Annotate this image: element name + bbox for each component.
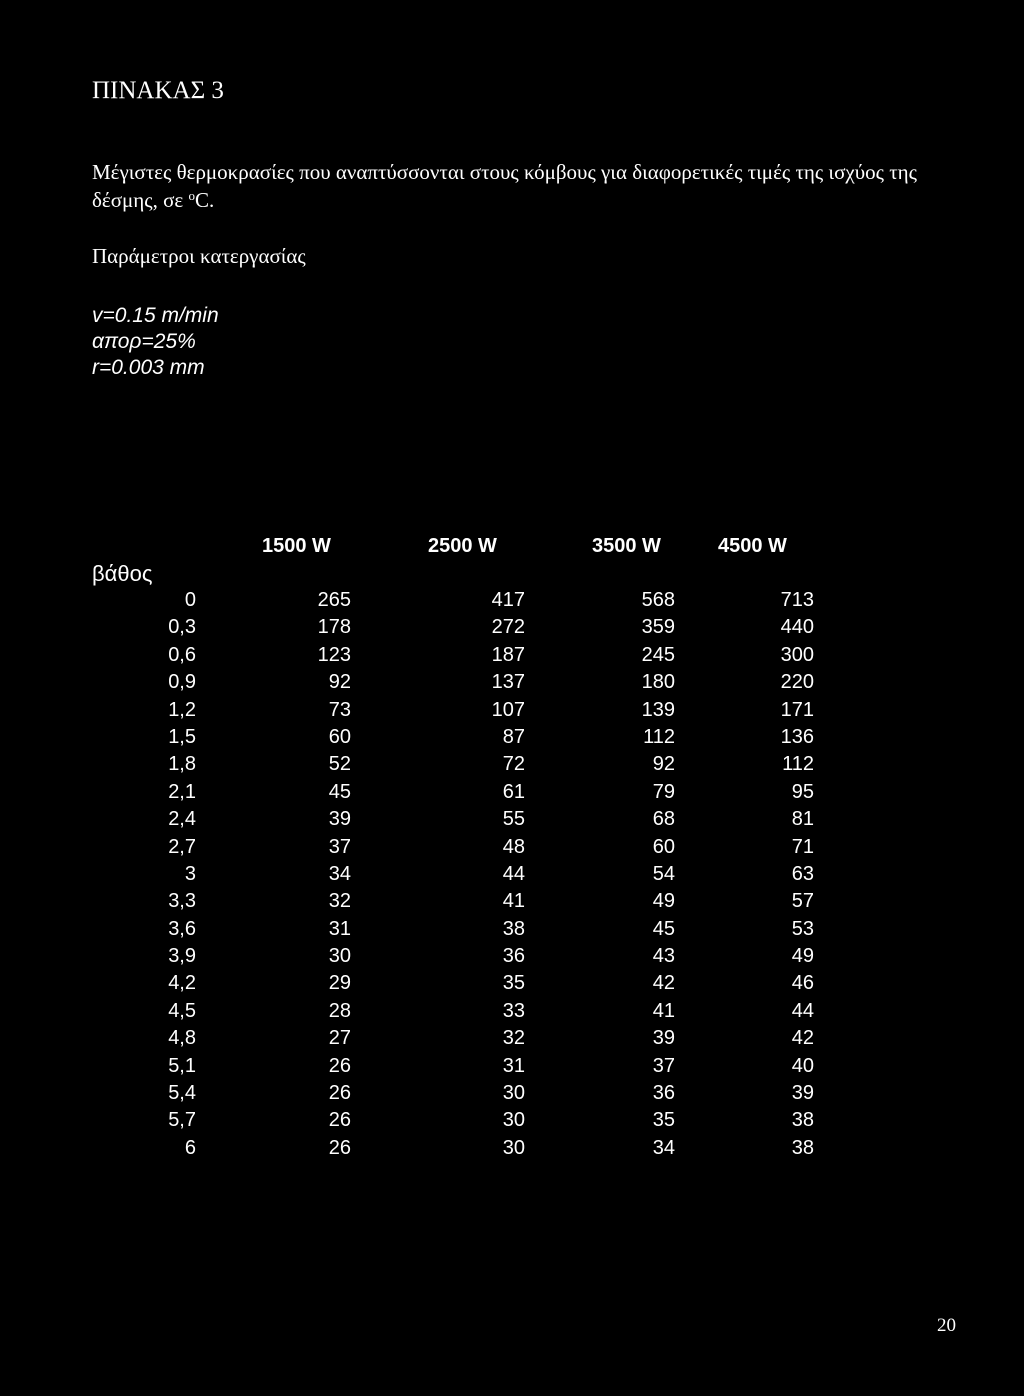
table-row [0, 751, 1024, 778]
temp-cell-2500w: 30 [502, 1109, 525, 1132]
page-number: 20 [937, 1315, 956, 1336]
temp-cell-1500w: 27 [328, 1027, 351, 1050]
temp-cell-4500w: 136 [780, 725, 814, 748]
depth-cell: 5,1 [168, 1054, 196, 1077]
table-row [0, 888, 1024, 915]
table-row [0, 724, 1024, 751]
temp-cell-4500w: 220 [780, 671, 814, 694]
temp-cell-1500w: 28 [328, 999, 351, 1022]
temp-cell-2500w: 30 [502, 1082, 525, 1105]
caption-unit: C. [194, 188, 215, 212]
temp-cell-4500w: 42 [791, 1027, 814, 1050]
table-row [0, 587, 1024, 614]
table-row [0, 614, 1024, 641]
temp-cell-3500w: 39 [652, 1027, 675, 1050]
depth-cell: 5,7 [168, 1109, 196, 1132]
table-row [0, 916, 1024, 943]
temp-cell-4500w: 49 [791, 945, 814, 968]
table-row [0, 943, 1024, 970]
temp-cell-1500w: 29 [328, 972, 351, 995]
depth-cell: 2,4 [168, 808, 196, 831]
temp-cell-1500w: 30 [328, 945, 351, 968]
temp-cell-4500w: 57 [791, 890, 814, 913]
depth-cell: 1,8 [168, 753, 196, 776]
depth-column-label: βάθος [92, 561, 153, 586]
table-row [0, 861, 1024, 888]
table-caption [92, 158, 952, 214]
temp-cell-1500w: 39 [328, 808, 351, 831]
table-row [0, 669, 1024, 696]
depth-cell: 0,9 [168, 671, 196, 694]
temp-cell-4500w: 40 [791, 1054, 814, 1077]
column-header-1500w: 1500 W [262, 535, 331, 557]
temp-cell-2500w: 30 [502, 1136, 525, 1159]
temp-cell-3500w: 60 [652, 835, 675, 858]
temp-cell-4500w: 44 [791, 999, 814, 1022]
temp-cell-4500w: 95 [791, 780, 814, 803]
temp-cell-2500w: 137 [491, 671, 525, 694]
table-row [0, 1135, 1024, 1162]
column-header-2500w: 2500 W [428, 535, 497, 557]
depth-cell: 0 [184, 589, 196, 611]
temp-cell-2500w: 417 [491, 589, 525, 611]
temp-cell-1500w: 31 [328, 917, 351, 940]
table-row [0, 1025, 1024, 1052]
temp-cell-1500w: 52 [328, 753, 351, 776]
temp-cell-1500w: 26 [328, 1054, 351, 1077]
temp-cell-3500w: 79 [652, 780, 675, 803]
degree-symbol: o [188, 188, 195, 203]
depth-cell: 2,1 [168, 780, 196, 803]
temp-cell-2500w: 187 [491, 643, 525, 666]
temp-cell-4500w: 46 [791, 972, 814, 995]
depth-cell: 4,2 [168, 972, 196, 995]
temp-cell-4500w: 440 [780, 616, 814, 639]
table-row [0, 1080, 1024, 1107]
temp-cell-3500w: 68 [652, 808, 675, 831]
depth-cell: 0,6 [168, 643, 196, 666]
temp-cell-1500w: 26 [328, 1109, 351, 1132]
temp-cell-2500w: 107 [491, 698, 525, 721]
temp-cell-2500w: 61 [502, 780, 525, 803]
temp-cell-1500w: 123 [317, 643, 351, 666]
temp-cell-2500w: 33 [502, 999, 525, 1022]
temp-cell-1500w: 265 [317, 589, 351, 611]
temp-cell-3500w: 139 [641, 698, 675, 721]
temp-cell-1500w: 45 [328, 780, 351, 803]
temp-cell-3500w: 54 [652, 862, 675, 885]
temp-cell-1500w: 92 [328, 671, 351, 694]
depth-cell: 3 [184, 862, 196, 885]
depth-cell: 4,5 [168, 999, 196, 1022]
temp-cell-3500w: 35 [652, 1109, 675, 1132]
param-speed: v=0.15 m/min [92, 304, 219, 327]
temp-cell-3500w: 36 [652, 1082, 675, 1105]
temp-cell-2500w: 41 [502, 890, 525, 913]
depth-cell: 3,6 [168, 917, 196, 940]
temp-cell-1500w: 37 [328, 835, 351, 858]
temp-cell-3500w: 42 [652, 972, 675, 995]
temp-cell-1500w: 26 [328, 1082, 351, 1105]
temp-cell-4500w: 53 [791, 917, 814, 940]
temp-cell-2500w: 44 [502, 862, 525, 885]
temp-cell-3500w: 359 [641, 616, 675, 639]
temp-cell-4500w: 300 [780, 643, 814, 666]
temp-cell-3500w: 49 [652, 890, 675, 913]
depth-cell: 1,2 [168, 698, 196, 721]
temp-cell-4500w: 171 [780, 698, 814, 721]
temp-cell-4500w: 38 [791, 1109, 814, 1132]
temp-cell-3500w: 37 [652, 1054, 675, 1077]
temp-cell-4500w: 71 [791, 835, 814, 858]
temp-cell-3500w: 180 [641, 671, 675, 694]
table-row [0, 806, 1024, 833]
temp-cell-2500w: 35 [502, 972, 525, 995]
process-parameters-heading: Παράμετροι κατεργασίας [92, 244, 306, 268]
temp-cell-4500w: 39 [791, 1082, 814, 1105]
table-title: ΠΙΝΑΚΑΣ 3 [92, 77, 224, 104]
temp-cell-4500w: 713 [780, 589, 814, 611]
temp-cell-2500w: 38 [502, 917, 525, 940]
temperature-table-body [0, 587, 1024, 1162]
table-row [0, 834, 1024, 861]
temp-cell-4500w: 38 [791, 1136, 814, 1159]
temp-cell-3500w: 245 [641, 643, 675, 666]
temp-cell-1500w: 60 [328, 725, 351, 748]
param-radius: r=0.003 mm [92, 356, 205, 379]
caption-text: Μέγιστες θερμοκρασίες που αναπτύσσονται στους κόμβους για διαφορετικές τιμές της ισχύος της δέσμης, σε [92, 160, 917, 212]
temp-cell-2500w: 48 [502, 835, 525, 858]
temp-cell-4500w: 81 [791, 808, 814, 831]
table-row [0, 642, 1024, 669]
temp-cell-2500w: 36 [502, 945, 525, 968]
temp-cell-1500w: 73 [328, 698, 351, 721]
temp-cell-3500w: 568 [641, 589, 675, 611]
table-row [0, 779, 1024, 806]
table-row [0, 1107, 1024, 1134]
depth-cell: 2,7 [168, 835, 196, 858]
temp-cell-2500w: 272 [491, 616, 525, 639]
temp-cell-3500w: 92 [652, 753, 675, 776]
depth-cell: 5,4 [168, 1082, 196, 1105]
temp-cell-3500w: 34 [652, 1136, 675, 1159]
temp-cell-2500w: 31 [502, 1054, 525, 1077]
temp-cell-1500w: 178 [317, 616, 351, 639]
column-header-4500w: 4500 W [718, 535, 787, 557]
temp-cell-3500w: 112 [643, 725, 675, 748]
temp-cell-2500w: 32 [502, 1027, 525, 1050]
depth-cell: 3,3 [168, 890, 196, 913]
depth-cell: 4,8 [168, 1027, 196, 1050]
temp-cell-3500w: 41 [652, 999, 675, 1022]
process-parameters [92, 303, 219, 381]
temp-cell-1500w: 34 [328, 862, 351, 885]
temp-cell-1500w: 32 [328, 890, 351, 913]
column-header-3500w: 3500 W [592, 535, 661, 557]
temp-cell-3500w: 43 [652, 945, 675, 968]
table-row [0, 697, 1024, 724]
temp-cell-2500w: 87 [502, 725, 525, 748]
temp-cell-1500w: 26 [328, 1136, 351, 1159]
temp-cell-3500w: 45 [652, 917, 675, 940]
table-row [0, 998, 1024, 1025]
table-row [0, 1053, 1024, 1080]
temp-cell-2500w: 72 [502, 753, 525, 776]
table-row [0, 970, 1024, 997]
param-absorption: απορ=25% [92, 330, 196, 353]
temp-cell-4500w: 112 [782, 753, 814, 776]
depth-cell: 6 [184, 1136, 196, 1159]
temp-cell-2500w: 55 [502, 808, 525, 831]
depth-cell: 3,9 [168, 945, 196, 968]
temp-cell-4500w: 63 [791, 862, 814, 885]
depth-cell: 0,3 [168, 616, 196, 639]
depth-cell: 1,5 [168, 725, 196, 748]
